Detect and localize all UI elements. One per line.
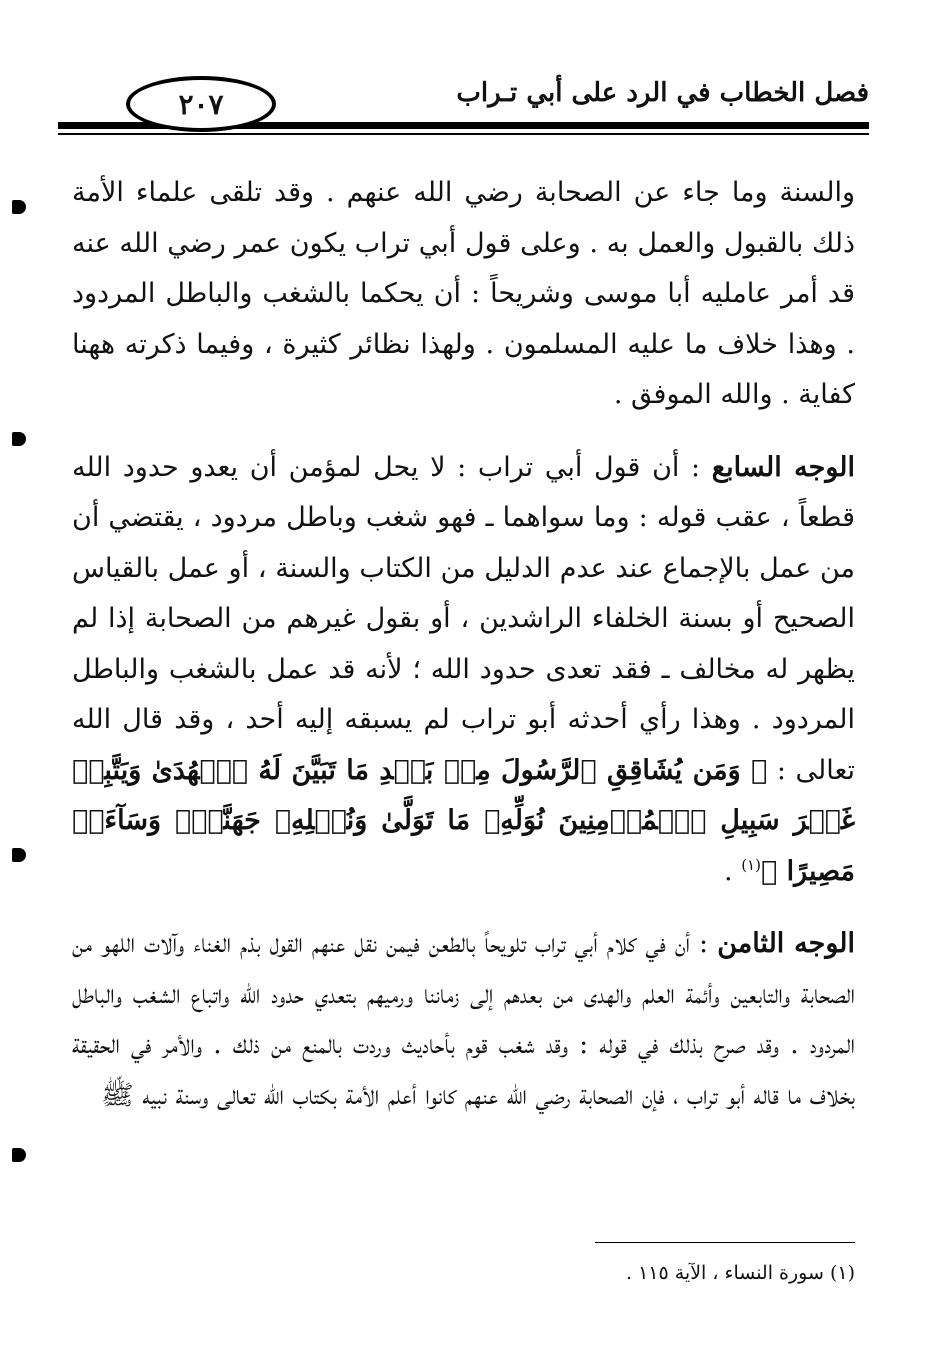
body-text	[72, 168, 855, 1121]
footnote-separator	[595, 1242, 855, 1243]
paragraph-3	[72, 919, 855, 1121]
quran-verse: ﴿ وَمَن يُشَاقِقِ ٱلرَّسُولَ مِنۢ بَعۡدِ مَا تَبَيَّنَ لَهُ ٱلۡهُدَىٰ وَيَتَّبِعۡ غَيۡرَ سَبِيلِ ٱلۡمُؤۡمِنِينَ نُوَلِّهِۦ مَا تَوَلَّىٰ وَنُصۡلِهِۦ جَهَنَّمَۖ وَسَآءَتۡ مَصِيرًا ﴾	[72, 754, 855, 887]
margin-marker	[12, 848, 26, 862]
paragraph-2	[72, 443, 855, 898]
margin-marker	[12, 200, 26, 214]
page-number: ٢٠٧	[126, 76, 276, 132]
paragraph-2-end: .	[724, 855, 742, 887]
paragraph-2-heading: الوجه السابع	[711, 451, 855, 483]
header-rule-thin	[58, 133, 869, 135]
margin-marker	[12, 1148, 26, 1162]
running-title: فصل الخطاب في الرد على أبي تـراب	[456, 78, 869, 108]
paragraph-3-text: : أن في كلام أبي تراب تلويحاً بالطعن فيمن نقل عنهم القول بذم الغناء وآلات اللهو من الصحابة والتابعين وأئمة العلم والهدى من بعدهم إلى زماننا ورميهم بتعدي حدود الله واتباع الشغب والباطل المردود . وقد صرح بذلك في قوله : وقد شغب قوم بأحاديث وردت بالمنع من ذلك . والأمر في الحقيقة بخلاف ما قاله أبو تراب ، فإن الصحابة رضي الله عنهم كانوا أعلم الأمة بكتاب الله تعالى وسنة نبيه ﷺ	[72, 928, 855, 1111]
footnote: (١) سورة النساء ، الآية ١١٥ .	[625, 1262, 855, 1284]
page-header	[58, 70, 869, 140]
paragraph-2-text: : أن قول أبي تراب : لا يحل لمؤمن أن يعدو حدود الله قطعاً ، عقب قوله : وما سواهما ـ فهو شغب وباطل مردود ، يقتضي أن من عمل بالإجماع عند عدم الدليل من الكتاب والسنة ، أو عمل بالقياس الصحيح أو بسنة الخلفاء الراشدين ، أو بقول غيرهم من الصحابة إذا لم يظهر له مخالف ـ فقد تعدى حدود الله ؛ لأنه قد عمل بالشغب والباطل المردود . وهذا رأي أحدثه أبو تراب لم يسبقه إليه أحد ، وقد قال الله تعالى :	[72, 451, 855, 786]
paragraph-3-heading: الوجه الثامن	[717, 928, 855, 959]
paragraph-1: والسنة وما جاء عن الصحابة رضي الله عنهم . وقد تلقى علماء الأمة ذلك بالقبول والعمل به . وعلى قول أبي تراب يكون عمر رضي الله عنه قد أمر عامليه أبا موسى وشريحاً : أن يحكما بالشغب والباطل المردود . وهذا خلاف ما عليه المسلمون . ولهذا نظائر كثيرة ، وفيما ذكرته ههنا كفاية . والله الموفق .	[72, 177, 855, 410]
margin-marker	[12, 432, 26, 446]
footnote-reference: (١)	[741, 855, 761, 874]
